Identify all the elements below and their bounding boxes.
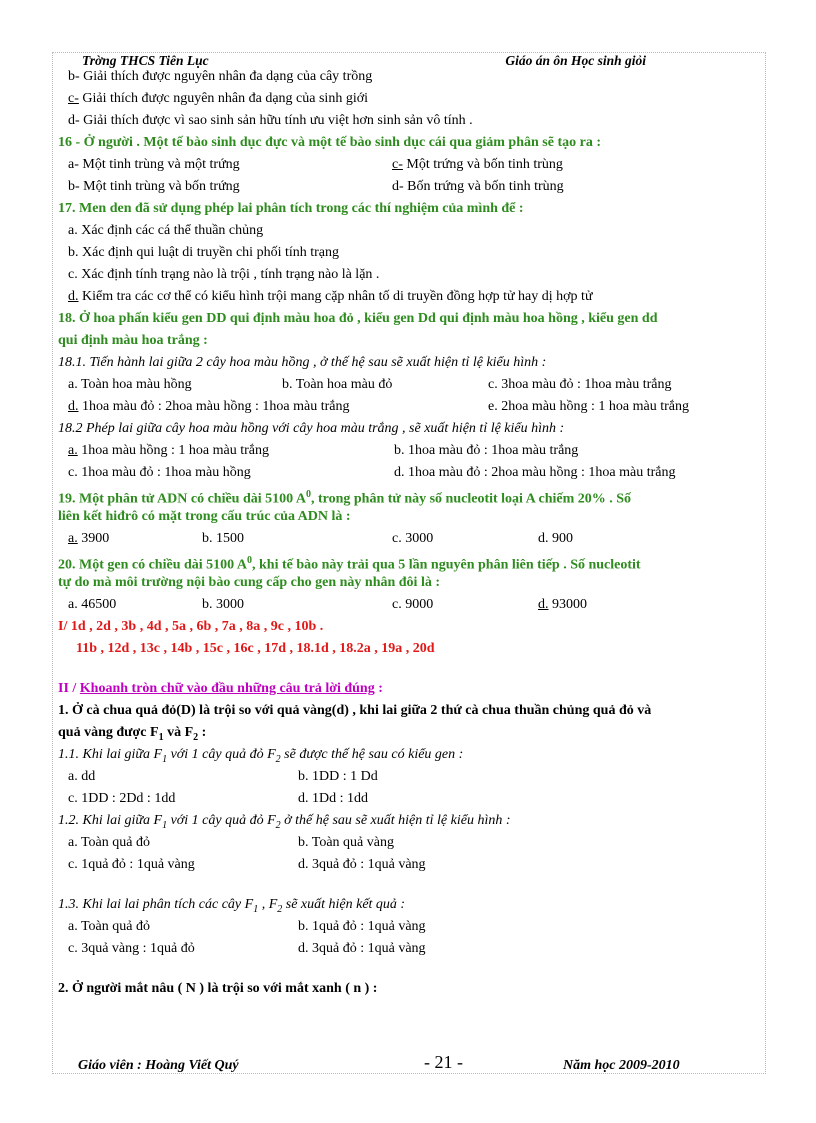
option-row: a. 3900 b. 1500 c. 3000 d. 900 xyxy=(68,531,573,546)
option-row: c. 3quả vàng : 1quả đỏ d. 3quả đỏ : 1quả vàng xyxy=(68,941,426,956)
question-17: 17. Men den đã sử dụng phép lai phân tích trong các thí nghiệm của mình để : xyxy=(58,201,524,216)
option-row: a. Toàn quả đỏ b. Toàn quả vàng xyxy=(68,835,394,850)
subquestion-18-1: 18.1. Tiến hành lai giữa 2 cây hoa màu hồng , ở thế hệ sau sẽ xuất hiện tỉ lệ kiểu hình : xyxy=(58,355,547,370)
document-body xyxy=(58,66,758,1000)
option-line: c. Xác định tính trạng nào là trội , tính trạng nào là lặn . xyxy=(68,267,380,282)
footer-school-year: Năm học 2009-2010 xyxy=(563,1058,680,1073)
option-row: c. 1quả đỏ : 1quả vàng d. 3quả đỏ : 1quả vàng xyxy=(68,857,426,872)
problem-2: 2. Ở người mắt nâu ( N ) là trội so với mắt xanh ( n ) : xyxy=(58,981,378,996)
option-line: b- Giải thích được nguyên nhân đa dạng của cây trồng xyxy=(68,69,373,84)
question-16: 16 - Ở người . Một tế bào sinh dục đực và một tế bào sinh dục cái qua giảm phân sẽ tạo ra : xyxy=(58,135,601,150)
option-line: c- Giải thích được nguyên nhân đa dạng của sinh giới xyxy=(68,91,368,106)
question-18-cont: qui định màu hoa trắng : xyxy=(58,333,208,348)
answer-key-line-2: 11b , 12d , 13c , 14b , 15c , 16c , 17d , 18.1d , 18.2a , 19a , 20d xyxy=(76,641,435,656)
option-line: d- Giải thích được vì sao sinh sản hữu tính ưu việt hơn sinh sản vô tính . xyxy=(68,113,473,128)
subquestion-1-1: 1.1. Khi lai giữa $F_1$ với 1 cây quả đỏ $F_2$ sẽ được thế hệ sau có kiểu gen : xyxy=(58,747,464,765)
problem-1-cont: quả vàng được $F_1$ và $F_2$ : xyxy=(58,725,207,743)
option-row: d. 1hoa màu đỏ : 2hoa màu hồng : 1hoa màu trắng e. 2hoa màu hồng : 1 hoa màu trắng xyxy=(68,399,690,414)
option-row: a. 1hoa màu hồng : 1 hoa màu trắng b. 1hoa màu đỏ : 1hoa màu trắng xyxy=(68,443,579,458)
section-2-heading: II / Khoanh tròn chữ vào đầu những câu trả lời đúng : xyxy=(58,681,383,696)
question-19-cont: liên kết hiđrô có mặt trong cấu trúc của ADN là : xyxy=(58,509,351,524)
header-school: Trờng THCS Tiên Lục xyxy=(82,53,209,68)
subquestion-18-2: 18.2 Phép lai giữa cây hoa màu hồng với cây hoa màu trắng , sẽ xuất hiện tỉ lệ kiểu hình : xyxy=(58,421,565,436)
option-row: a. 46500 b. 3000 c. 9000 d. 93000 xyxy=(68,597,587,612)
question-19: 19. Một phân tử ADN có chiều dài 5100 $A^0$, trong phân tử này số nucleotit loại A chiếm 20% . Số xyxy=(58,489,632,507)
subquestion-1-2: 1.2. Khi lai giữa $F_1$ với 1 cây quả đỏ $F_2$ ở thế hệ sau sẽ xuất hiện tỉ lệ kiểu hình : xyxy=(58,813,511,831)
problem-1: 1. Ở cà chua quả đỏ(D) là trội so với quả vàng(d) , khi lai giữa 2 thứ cà chua thuần chủng quả đỏ và xyxy=(58,703,652,718)
option-row: a. Toàn hoa màu hồng b. Toàn hoa màu đỏ c. 3hoa màu đỏ : 1hoa màu trắng xyxy=(68,377,672,392)
answer-key-line-1: I/ 1d , 2d , 3b , 4d , 5a , 6b , 7a , 8a , 9c , 10b . xyxy=(58,619,324,634)
page-number: - 21 - xyxy=(424,1052,463,1072)
option-row: a- Một tinh trùng và một trứng c- Một trứng và bốn tinh trùng xyxy=(68,157,563,172)
option-row: c. 1hoa màu đỏ : 1hoa màu hồng d. 1hoa màu đỏ : 2hoa màu hồng : 1hoa màu trắng xyxy=(68,465,676,480)
footer-teacher: Giáo viên : Hoàng Viết Quý xyxy=(78,1058,239,1073)
option-line: b. Xác định qui luật di truyền chi phối tính trạng xyxy=(68,245,340,260)
subquestion-1-3: 1.3. Khi lai lai phân tích các cây $F_1$ , $F_2$ sẽ xuất hiện kết quả : xyxy=(58,897,406,915)
option-line: a. Xác định các cá thể thuần chủng xyxy=(68,223,264,238)
question-20: 20. Một gen có chiều dài 5100 $A^0$, khi tế bào này trải qua 5 lần nguyên phân liên tiếp . Số nucleotit xyxy=(58,555,641,573)
option-row: c. 1DD : 2Dd : 1dd d. 1Dd : 1dd xyxy=(68,791,368,806)
option-row: b- Một tinh trùng và bốn trứng d- Bốn trứng và bốn tinh trùng xyxy=(68,179,564,194)
option-row: a. dd b. 1DD : 1 Dd xyxy=(68,769,378,784)
header-title: Giáo án ôn Học sinh giỏi xyxy=(505,53,646,68)
option-line: d. Kiểm tra các cơ thể có kiểu hình trội mang cặp nhân tố di truyền đồng hợp tử hay dị hợp tử xyxy=(68,289,593,304)
question-18: 18. Ở hoa phấn kiểu gen DD qui định màu hoa đỏ , kiểu gen Dd qui định màu hoa hồng , kiểu gen dd xyxy=(58,311,658,326)
option-row: a. Toàn quả đỏ b. 1quả đỏ : 1quả vàng xyxy=(68,919,426,934)
question-20-cont: tự do mà môi trường nội bào cung cấp cho gen này nhân đôi là : xyxy=(58,575,440,590)
